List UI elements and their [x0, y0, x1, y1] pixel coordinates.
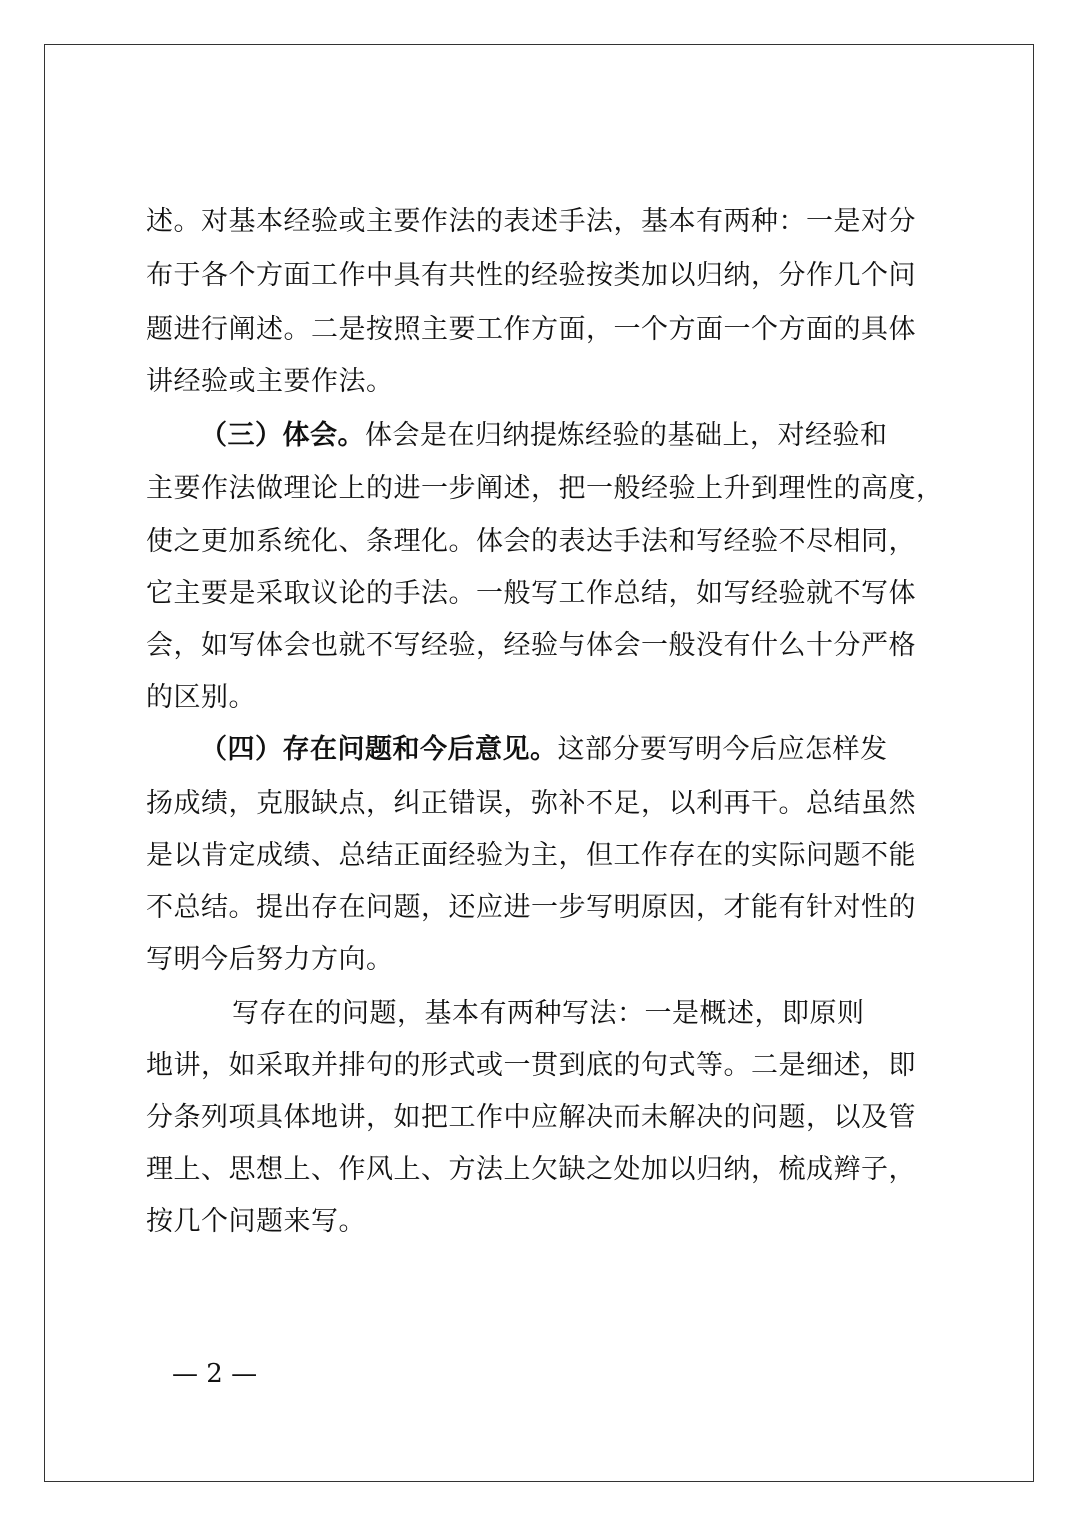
- paragraph-4-line-2: 地讲，如采取并排句的形式或一贯到底的句式等。二是细述，即: [146, 1050, 916, 1081]
- section-heading-4: （四）存在问题和今后意见。: [200, 734, 558, 765]
- paragraph-2-line-5: 会，如写体会也就不写经验，经验与体会一般没有什么十分严格: [146, 630, 916, 661]
- paragraph-4-line-5: 按几个问题来写。: [146, 1206, 366, 1237]
- paragraph-2-line-1: [200, 418, 888, 454]
- paragraph-3-line-1-text: 这部分要写明今后应怎样发: [557, 734, 888, 765]
- paragraph-4-line-3: 分条列项具体地讲，如把工作中应解决而未解决的问题，以及管: [146, 1102, 916, 1133]
- paragraph-2-line-4: 它主要是采取议论的手法。一般写工作总结，如写经验就不写体: [146, 578, 916, 609]
- paragraph-1-line-1: 述。对基本经验或主要作法的表述手法，基本有两种：一是对分: [146, 206, 916, 237]
- paragraph-2-line-6: 的区别。: [146, 682, 256, 713]
- paragraph-3-line-5: 写明今后努力方向。: [146, 944, 394, 975]
- paragraph-2-line-1-text: 体会是在归纳提炼经验的基础上，对经验和: [365, 420, 888, 451]
- paragraph-2-line-3: 使之更加系统化、条理化。体会的表达手法和写经验不尽相同，: [146, 526, 916, 557]
- paragraph-3-line-4: 不总结。提出存在问题，还应进一步写明原因，才能有针对性的: [146, 892, 916, 923]
- paragraph-3-line-3: 是以肯定成绩、总结正面经验为主，但工作存在的实际问题不能: [146, 840, 916, 871]
- paragraph-2-line-2: 主要作法做理论上的进一步阐述，把一般经验上升到理性的高度，: [146, 473, 944, 504]
- paragraph-4-line-1: 写存在的问题，基本有两种写法：一是概述，即原则: [232, 998, 865, 1029]
- paragraph-3-line-2: 扬成绩，克服缺点，纠正错误，弥补不足，以利再干。总结虽然: [146, 788, 916, 819]
- paragraph-3-line-1: [200, 732, 888, 768]
- paragraph-1-line-4: 讲经验或主要作法。: [146, 366, 394, 397]
- paragraph-1-line-2: 布于各个方面工作中具有共性的经验按类加以归纳，分作几个问: [146, 260, 916, 291]
- paragraph-1-line-3: 题进行阐述。二是按照主要工作方面，一个方面一个方面的具体: [146, 314, 916, 345]
- page-number: — 2 —: [172, 1359, 258, 1389]
- paragraph-4-line-4: 理上、思想上、作风上、方法上欠缺之处加以归纳，梳成辫子，: [146, 1154, 916, 1185]
- section-heading-3: （三）体会。: [200, 420, 365, 451]
